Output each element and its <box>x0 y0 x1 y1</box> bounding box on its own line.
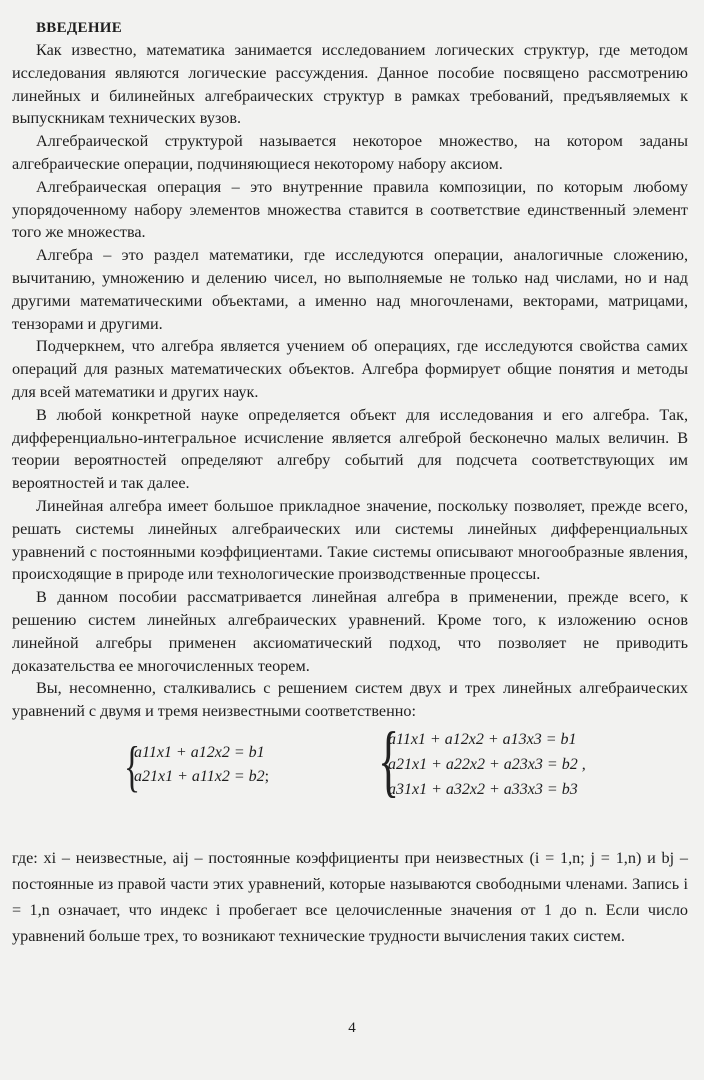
paragraph-7: Линейная алгебра имеет большое прикладное значение, поскольку позволяет, прежде всего, решать системы линейных алгебраических или системы линейных дифференциальных уравнений с постоянными коэффициентами. Такие системы описывают многообразные явления, происходящие в природе или технологические производственные процессы. <box>12 496 688 584</box>
section-heading: ВВЕДЕНИЕ <box>36 20 123 36</box>
equation-line: a31x1 + a32x2 + a33x3 = b3 <box>388 780 578 798</box>
paragraph-1: Как известно, математика занимается исследованием логических структур, где методом исследования являются логические рассуждения. Данное пособие посвящено рассмотрению линейных и билинейных алгебраических структур в рамках требований, предъявляемых к выпускникам технических вузов. <box>12 41 688 128</box>
paragraph-3: Алгебраическая операция – это внутренние правила композиции, по которым любому упорядоченному набору элементов множества ставится в соответствие единственный элемент того же множества. <box>12 177 688 242</box>
paragraph-4: Алгебра – это раздел математики, где исследуются операции, аналогичные сложению, вычитанию, умножению и делению чисел, но выполняемые не только над числами, но и над другими математическими объектами, а именно над многочленами, векторами, матрицами, тензорами и другими. <box>12 246 688 333</box>
left-brace-icon: { <box>124 735 141 798</box>
equation-block <box>12 716 688 845</box>
document-page <box>12 20 688 949</box>
equation-line: a11x1 + a12x2 + a13x3 = b1 <box>388 730 577 748</box>
paragraph-8: В данном пособии рассматривается линейная алгебра в применении, прежде всего, к решению систем линейных алгебраических уравнений. Кроме того, к изложению основ линейной алгебры применен аксиоматический подход, что позволяет не приводить доказательства ее многочисленных теорем. <box>12 588 688 675</box>
equation-line: a11x1 + a12x2 = b1 <box>134 743 265 761</box>
page-number: 4 <box>348 1020 356 1036</box>
paragraph-5: Подчеркнем, что алгебра является учением об операциях, где исследуются свойства самих операций для разных математических объектов. Алгебра формирует общие понятия и методы для всей математики и других наук. <box>12 337 688 401</box>
equation-separator: ; <box>264 767 270 785</box>
equation-line: a21x1 + a11x2 = b2; <box>134 767 270 785</box>
paragraph-6: В любой конкретной науке определяется объект для исследования и его алгебра. Так, дифференциально-интегральное исчисление является алгеброй бесконечно малых величин. В теории вероятностей определяют алгебру событий для подсчета соответствующих им вероятностей и так далее. <box>12 405 688 493</box>
left-brace-icon: { <box>378 716 400 805</box>
paragraph-9: Вы, несомненно, сталкивались с решением систем двух и трех линейных алгебраических уравнений с двумя и тремя неизвестными соответственно: <box>12 679 688 721</box>
paragraph-2: Алгебраической структурой называется некоторое множество, на котором заданы алгебраические операции, подчиняющиеся некоторому набору аксиом. <box>12 132 688 173</box>
equation-line: a21x1 + a22x2 + a23x3 = b2 , <box>388 755 586 773</box>
paragraph-definitions: где: xi – неизвестные, aij – постоянные коэффициенты при неизвестных (i = 1,n; j = 1,n) и bj – постоянные из правой части этих уравнений, которые называются свободными членами. Запись i = 1,n означает, что индекс i пробегает все целочисленные значения от 1 до n. Если число уравнений больше трех, то возникают технические трудности вычисления таких систем. <box>12 848 688 945</box>
